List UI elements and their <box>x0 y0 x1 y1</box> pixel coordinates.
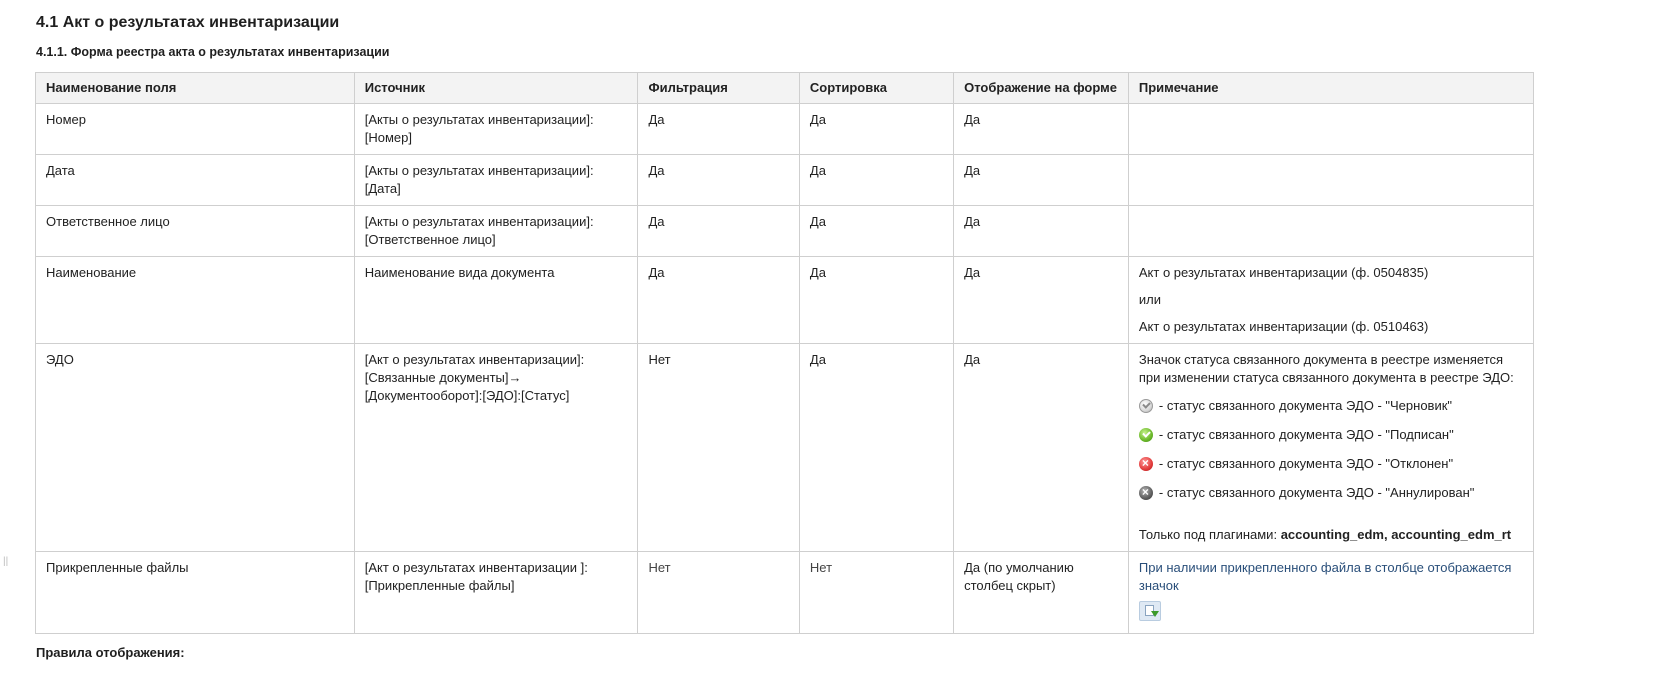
cell-source: [Акт о результатах инвентаризации]:[Связанные документы]→ [Документооборот]:[ЭДО]:[Статус] <box>354 344 638 552</box>
cell-filter: Да <box>638 155 799 206</box>
cell-field: Прикрепленные файлы <box>36 552 355 634</box>
plugins-note <box>1139 526 1524 544</box>
subsection-title: 4.1.1. Форма реестра акта о результатах инвентаризации <box>36 45 390 59</box>
cell-sort: Да <box>799 155 953 206</box>
cell-filter: Да <box>638 104 799 155</box>
cell-field: Ответственное лицо <box>36 206 355 257</box>
cell-field: Наименование <box>36 257 355 344</box>
table-header-row <box>36 73 1534 104</box>
cell-filter: Нет <box>638 344 799 552</box>
status-signed: - статус связанного документа ЭДО - "Подписан" <box>1139 426 1524 444</box>
cell-sort: Да <box>799 104 953 155</box>
dark-cross-icon <box>1139 486 1153 500</box>
header-field-name: Наименование поля <box>36 73 355 104</box>
attachment-icon <box>1139 601 1161 621</box>
green-check-icon <box>1139 428 1153 442</box>
cell-note <box>1128 344 1533 552</box>
cell-field: Дата <box>36 155 355 206</box>
cell-display: Да <box>954 344 1129 552</box>
status-rejected: × - статус связанного документа ЭДО - "Отклонен" <box>1139 455 1524 473</box>
cell-filter: Да <box>638 206 799 257</box>
status-annulled: × - статус связанного документа ЭДО - "Аннулирован" <box>1139 484 1524 502</box>
header-sort: Сортировка <box>799 73 953 104</box>
cell-display: Да <box>954 257 1129 344</box>
cell-field: ЭДО <box>36 344 355 552</box>
table-row <box>36 104 1534 155</box>
cell-filter: Нет <box>638 552 799 634</box>
plugins-label: Только под плагинами: <box>1138 527 1278 542</box>
cell-source: [Акт о результатах инвентаризации ]:[Прикрепленные файлы] <box>354 552 638 634</box>
cell-display: Да <box>954 155 1129 206</box>
header-note: Примечание <box>1128 73 1533 104</box>
table-row <box>36 257 1534 344</box>
cell-note <box>1128 206 1533 257</box>
display-rules-title: Правила отображения: <box>36 645 185 660</box>
section-title: 4.1 Акт о результатах инвентаризации <box>36 14 340 31</box>
note-or: или <box>1138 292 1161 307</box>
plugins-value: accounting_edm, accounting_edm_rt <box>1280 527 1512 542</box>
cell-note <box>1128 155 1533 206</box>
cell-source: Наименование вида документа <box>354 257 638 344</box>
table-row <box>36 344 1534 552</box>
cell-source: [Акты о результатах инвентаризации]:[Номер] <box>354 104 638 155</box>
resize-grip-icon[interactable]: || <box>3 556 9 567</box>
cell-sort: Нет <box>799 552 953 634</box>
table-row <box>36 155 1534 206</box>
cell-source: [Акты о результатах инвентаризации]:[Дата] <box>354 155 638 206</box>
note-form-0504835: Акт о результатах инвентаризации (ф. 0504835) <box>1138 265 1429 280</box>
cell-field: Номер <box>36 104 355 155</box>
table-row <box>36 206 1534 257</box>
grey-check-icon <box>1139 399 1153 413</box>
note-form-0510463: Акт о результатах инвентаризации (ф. 0510463) <box>1138 319 1429 334</box>
header-display: Отображение на форме <box>954 73 1129 104</box>
cell-sort: Да <box>799 206 953 257</box>
cell-note <box>1128 552 1533 634</box>
cell-sort: Да <box>799 344 953 552</box>
cell-note <box>1128 257 1533 344</box>
attachment-note: При наличии прикрепленного файла в столбце отображается значок <box>1138 560 1512 593</box>
table-row <box>36 552 1534 634</box>
cell-sort: Да <box>799 257 953 344</box>
registry-fields-table <box>35 72 1534 634</box>
header-filter: Фильтрация <box>638 73 799 104</box>
note-intro: Значок статуса связанного документа в реестре изменяется при изменении статуса связанного документа в реестре ЭДО: <box>1138 352 1514 385</box>
red-cross-icon <box>1139 457 1153 471</box>
cell-display: Да (по умолчанию столбец скрыт) <box>954 552 1129 634</box>
header-source: Источник <box>354 73 638 104</box>
status-draft: - статус связанного документа ЭДО - "Черновик" <box>1139 397 1524 415</box>
cell-filter: Да <box>638 257 799 344</box>
cell-source: [Акты о результатах инвентаризации]:[Ответственное лицо] <box>354 206 638 257</box>
cell-display: Да <box>954 206 1129 257</box>
cell-display: Да <box>954 104 1129 155</box>
cell-note <box>1128 104 1533 155</box>
